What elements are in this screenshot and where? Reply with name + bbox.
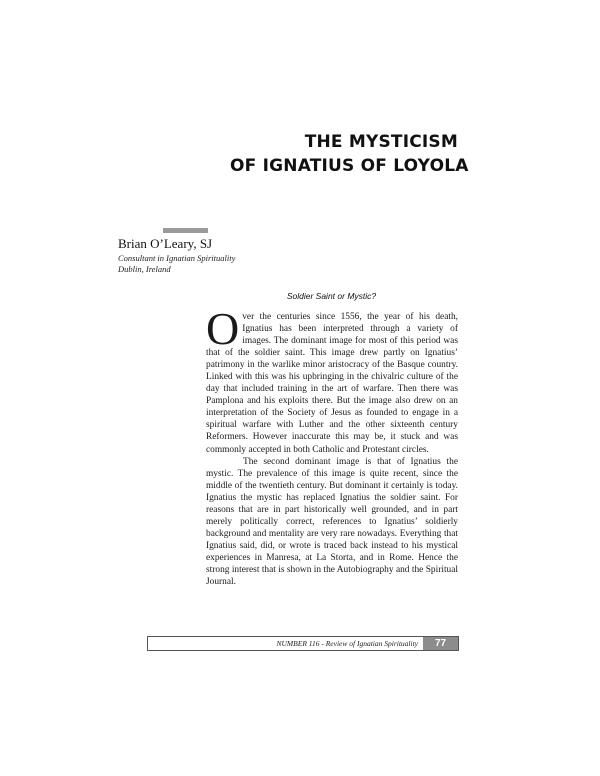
paragraph-1 <box>206 303 458 456</box>
affiliation-line-1: Consultant in Ignatian Spirituality <box>118 253 236 263</box>
affiliation-line-2: Dublin, Ireland <box>118 264 171 274</box>
article-title <box>230 130 469 178</box>
page-number: 77 <box>423 637 458 650</box>
title-line-2: OF IGNATIUS OF LOYOLA <box>230 156 469 176</box>
paragraph-2: The second dominant image is that of Ignatius the mystic. The prevalence of this image is quite recent, since the middle of the twentieth century. But dominant it certainly is today. Ignatius the mystic has replaced Ignatius the soldier saint. For reasons that are in part historically well grounded, and in part merely politically correct, references to Ignatius’ soldierly background and mentality are very rare nowadays. Everything that Ignatius said, did, or wrote is traced back instead to his mystical experiences in Manresa, at La Storta, and in Rome. Hence the strong interest that is shown in the Autobiography and the Spiritual Journal. <box>206 456 458 588</box>
paragraph-1-text: ver the centuries since 1556, the year of his death, Ignatius has been interpreted through a variety of images. The dominant image for most of this period was that of the soldier saint. This image drew partly on Ignatius’ patrimony in the warlike minor aristocracy of the Basque country. Linked with this was his upbringing in the chivalric culture of the day that included training in the art of warfare. Then there was Pamplona and his exploits there. But the image also drew on an interpretation of the Society of Jesus as founded to engage in a spiritual warfare with Luther and the other sixteenth century Reformers. However inaccurate this may be, it stuck and was commonly accepted in both Catholic and Protestant circles. <box>206 312 458 455</box>
page-footer <box>147 636 459 651</box>
author-affiliation <box>118 253 235 275</box>
section-heading: Soldier Saint or Mystic? <box>286 291 377 301</box>
title-line-1: THE MYSTICISM <box>304 132 458 152</box>
drop-cap: O <box>206 303 240 354</box>
author-name: Brian O’Leary, SJ <box>118 236 213 251</box>
journal-issue-label: NUMBER 116 - Review of Ignatian Spirituality <box>276 639 418 648</box>
article-body <box>206 303 458 588</box>
author-rule-bar <box>163 228 208 233</box>
